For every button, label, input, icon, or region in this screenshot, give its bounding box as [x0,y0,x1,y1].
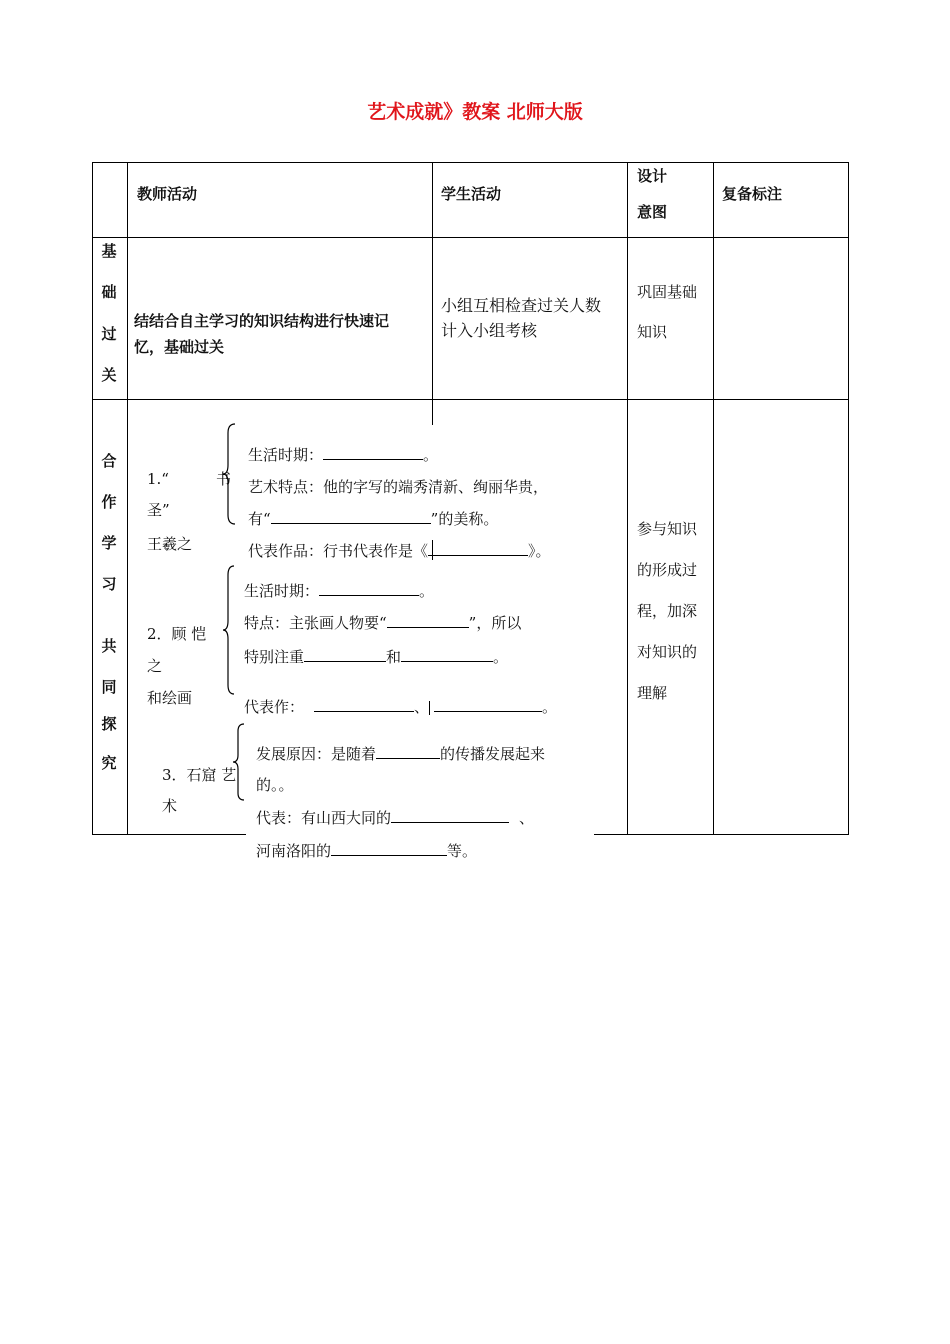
item1-period-blank[interactable] [323,444,423,460]
header-teacher-activity: 教师活动 [137,185,198,203]
item2-works-blank2[interactable] [434,696,542,712]
item2-focus-blank1[interactable] [304,646,386,662]
item1-works-line [248,540,551,561]
basic-design-text-line2: 知识 [637,323,668,341]
row-label-char: 学 [101,534,117,552]
item2-feature-blank[interactable] [387,612,469,628]
row-label-char: 过 [101,325,117,343]
row-label-char: 究 [101,754,117,772]
item1-praise-line [248,508,498,529]
item2-works-mid: 、 [414,698,430,716]
item1-char-shu: 书 [216,470,232,488]
item2-period-line [244,580,434,601]
item2-works-blank1[interactable] [314,696,414,712]
header-review-notes: 复备标注 [722,185,783,203]
item1-praise-end: ”的美称。 [430,510,499,528]
row-label-char: 探 [101,715,117,733]
row-label-char: 习 [101,575,117,593]
item1-period-label: 生活时期： [248,446,324,464]
item2-he: 和绘画 [147,689,193,707]
item2-number: 2．顾 恺 [147,625,207,643]
row-label-char: 基 [101,242,117,260]
item2-works-end: 。 [542,698,558,716]
item1-period-end: 。 [423,446,439,464]
item1-praise-start: 有“ [248,510,271,528]
item3-reason-blank[interactable] [376,743,440,759]
item3-reason-line [256,743,545,764]
coop-design-line: 对知识的 [637,643,698,661]
item3-rep-blank1[interactable] [391,807,509,823]
item1-name: 王羲之 [147,535,193,553]
item3-reason-cont: 的。。 [256,776,294,794]
item1-number: 1.“ [147,470,169,488]
item2-works-start: 代表作： [244,698,305,716]
item3-rep-blank2[interactable] [331,840,447,856]
item3-rep-line [256,807,534,828]
page-title: 艺术成就》教案 北师大版 [367,101,583,123]
item3-number: 3．石窟 艺 [162,766,237,784]
item2-period-blank[interactable] [319,580,419,596]
item2-period-label: 生活时期： [244,582,320,600]
item3-rep2-start: 河南洛阳的 [256,842,332,860]
item1-works-end: 》。 [528,542,551,560]
item1-works-start: 代表作品：行书代表作是《 [248,542,429,560]
item2-focus-end: 。 [493,648,509,666]
brace-icon [222,565,236,695]
item3-rep-start: 代表：有山西大同的 [256,809,392,827]
item2-works-line [244,696,557,717]
row-label-char: 合 [101,452,117,470]
row-label-char: 共 [101,637,117,655]
item2-zhi: 之 [147,657,163,675]
item1-praise-blank[interactable] [271,508,431,524]
coop-design-line: 理解 [637,684,668,702]
basic-teacher-text-line2: 忆，基础过关 [134,338,225,356]
item3-reason-start: 发展原因：是随着 [256,745,377,763]
basic-student-text-line2: 计入小组考核 [441,321,538,340]
item2-focus-blank2[interactable] [401,646,493,662]
header-student-activity: 学生活动 [441,185,502,203]
brace-icon [232,723,246,801]
item1-works-blank[interactable] [428,540,528,556]
item2-feature-start: 特点：主张画人物要“ [244,614,387,632]
coop-design-line: 程，加深 [637,602,698,620]
item2-feature-end: ”，所以 [468,614,522,632]
coop-design-line: 参与知识 [637,520,698,538]
item3-shu: 术 [162,797,178,815]
basic-student-text-line1: 小组互相检查过关人数 [441,296,602,315]
row-label-char: 作 [101,493,117,511]
row-label-char: 同 [101,678,117,696]
item1-period-line [248,444,438,465]
item1-sheng: 圣” [147,501,170,519]
coop-design-line: 的形成过 [637,561,698,579]
brace-icon [222,423,238,525]
item3-reason-end: 的传播发展起来 [440,745,546,763]
item1-feature-line: 艺术特点：他的字写的端秀清新、绚丽华贵， [248,478,549,496]
header-design-line2: 意图 [637,203,668,221]
item2-feature-line [244,612,521,633]
item2-period-end: 。 [419,582,435,600]
row-label-char: 础 [101,283,117,301]
row-label-char: 关 [101,366,117,384]
basic-design-text-line1: 巩固基础 [637,283,698,301]
item3-rep2-end: 等。 [447,842,478,860]
item2-focus-line [244,646,508,667]
header-design-line1: 设计 [637,167,668,185]
item2-focus-start: 特别注重 [244,648,305,666]
item3-rep-end: 、 [519,809,535,827]
basic-teacher-text-line1: 结结合自主学习的知识结构进行快速记 [134,312,390,330]
item3-rep-line2 [256,840,477,861]
item2-focus-mid: 和 [386,648,402,666]
